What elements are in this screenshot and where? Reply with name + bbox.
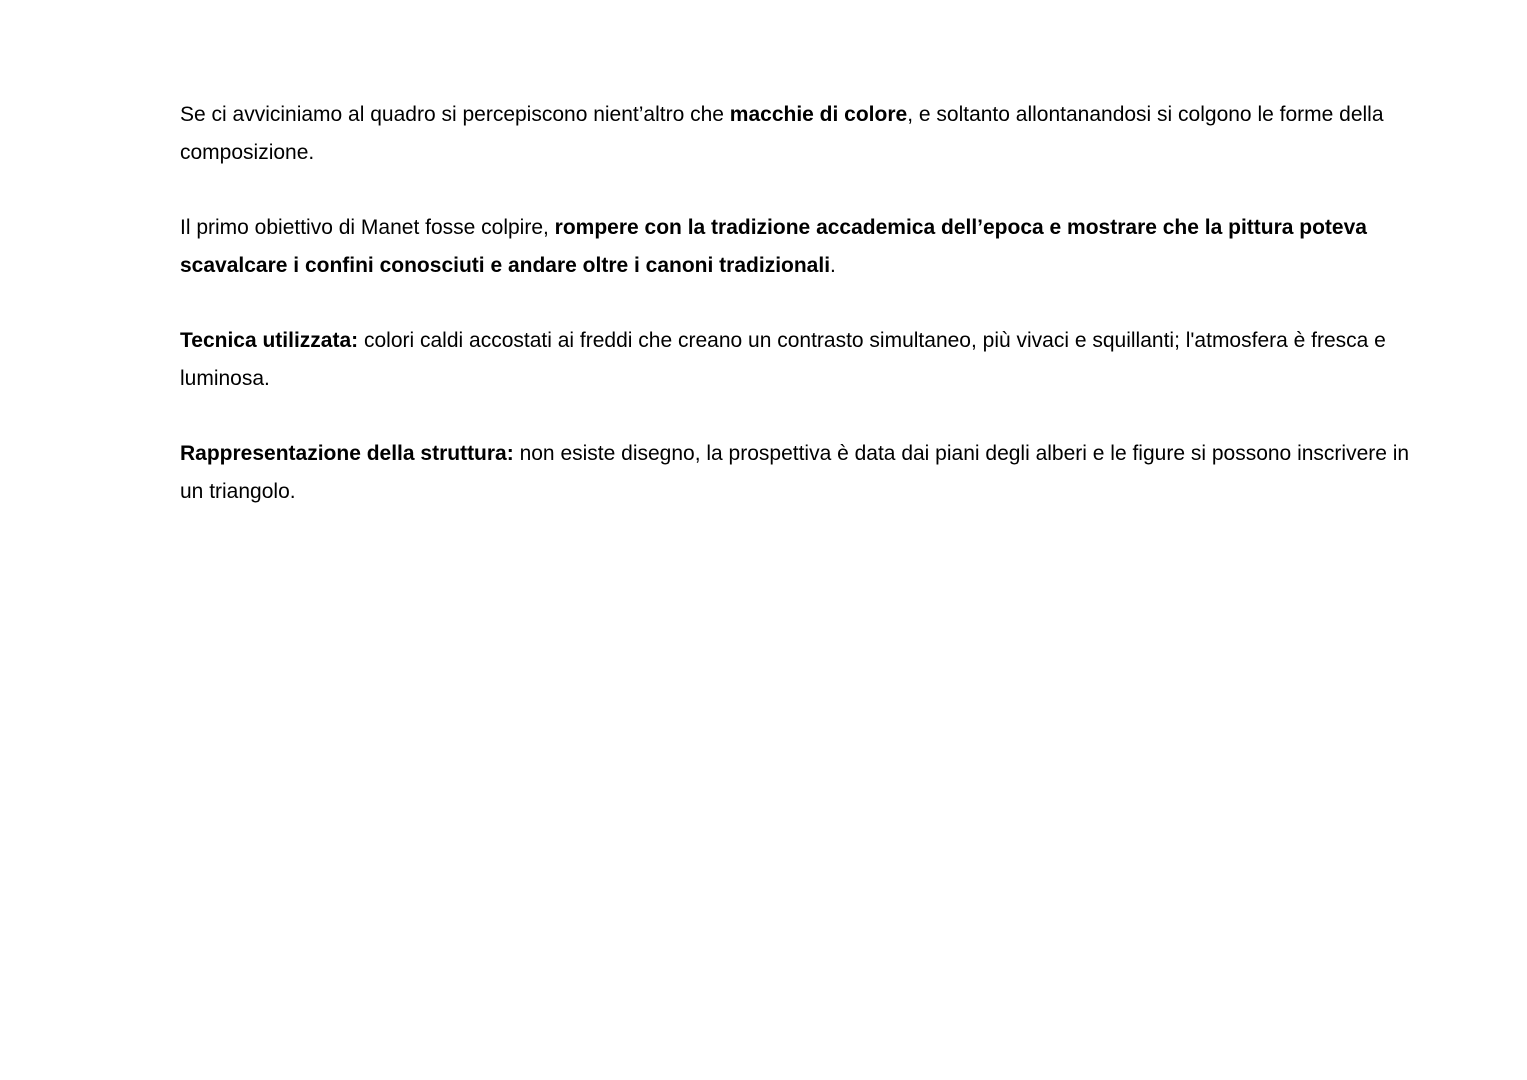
paragraph-text: Se ci avviciniamo al quadro si percepiscono nient’altro che <box>180 103 730 126</box>
paragraph-text: non esiste disegno, la prospettiva è data dai piani degli alberi e le figure si possono inscrivere in un triangolo. <box>180 442 1410 503</box>
paragraph-obiettivo-manet <box>180 209 1420 285</box>
paragraph-heading: Rappresentazione della struttura: <box>180 442 514 465</box>
document-body <box>180 96 1420 548</box>
paragraph-text: colori caldi accostati ai freddi che creano un contrasto simultaneo, più vivaci e squillanti; l'atmosfera è fresca e luminosa. <box>180 329 1386 390</box>
paragraph-text: . <box>830 254 836 277</box>
paragraph-heading: Tecnica utilizzata: <box>180 329 359 352</box>
paragraph-tecnica-utilizzata <box>180 322 1420 398</box>
paragraph-macchie-di-colore <box>180 96 1420 172</box>
paragraph-text: Il primo obiettivo di Manet fosse colpire, <box>180 216 555 239</box>
paragraph-text: , e soltanto allontanandosi si colgono le forme della composizione. <box>180 103 1384 164</box>
paragraph-rappresentazione-struttura <box>180 435 1420 511</box>
paragraph-bold-text: rompere con la tradizione accademica dell’epoca e mostrare che la pittura poteva scavalcare i confini conosciuti e andare oltre i canoni tradizionali <box>180 216 1367 277</box>
paragraph-bold-text: macchie di colore <box>729 103 908 126</box>
